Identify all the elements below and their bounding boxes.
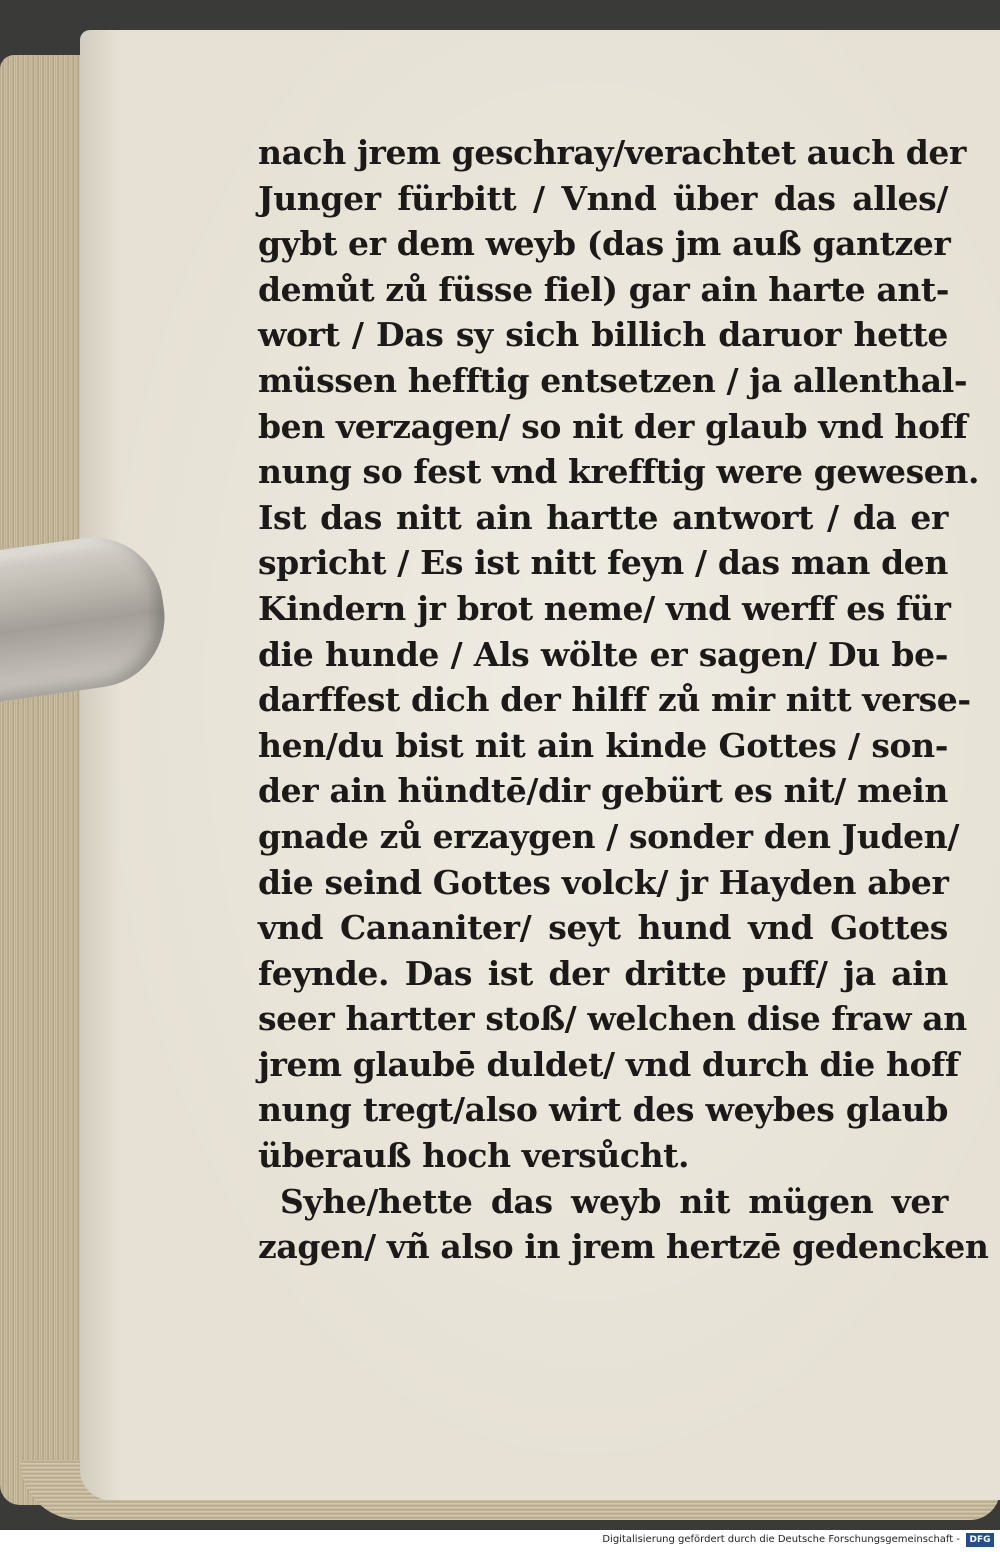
text-line: Kindern jr brot neme/ vnd werff es für [258,588,951,628]
text-line: hen/du bist nit ain kinde Gottes / son- [258,725,948,765]
text-line: die seind Gottes volck/ jr Hayden aber [258,862,949,902]
text-line: Junger fürbitt / Vnnd über das alles/ [258,178,948,218]
text-line: feynde. Das ist der dritte puff/ ja ain [258,953,948,993]
funding-notice: Digitalisierung gefördert durch die Deutsche Forschungsgemeinschaft - [602,1534,960,1545]
text-line: spricht / Es ist nitt feyn / das man den [258,543,948,583]
text-block [258,130,989,1270]
text-line: demůt zů füsse fiel) gar ain harte ant- [258,269,950,309]
text-line: müssen hefftig entsetzen / ja allenthal- [258,360,968,400]
text-line: der ain hündtē/dir gebürt es nit/ mein [258,771,948,811]
text-line: die hunde / Als wölte er sagen/ Du be- [258,634,948,674]
text-line: ben verzagen/ so nit der glaub vnd hoff [258,406,968,446]
dfg-logo: DFG [966,1533,994,1547]
text-line: jrem glaubē duldet/ vnd durch die hoff [258,1044,959,1084]
text-line: nung tregt/also wirt des weybes glaub [258,1090,948,1130]
text-line: gybt er dem weyb (das jm auß gantzer [258,224,951,264]
text-line: zagen/ vñ also in jrem hertzē gedencken [258,1227,989,1267]
text-line: nach jrem geschray/verachtet auch der [258,133,967,172]
text-line: darffest dich der hilff zů mir nitt verse- [258,680,971,720]
footer-bar [0,1530,1000,1552]
text-line: gnade zů erzaygen / sonder den Juden/ [258,816,960,856]
text-line: Syhe/hette das weyb nit mügen ver [280,1181,948,1221]
text-line: überauß hoch versůcht. [258,1136,690,1176]
text-line: vnd Cananiter/ seyt hund vnd Gottes [258,908,948,948]
text-line: Ist das nitt ain hartte antwort / da er [258,497,948,537]
text-line: wort / Das sy sich billich daruor hette [258,315,948,355]
text-line: nung so fest vnd krefftig were gewesen. [258,452,980,492]
text-line: seer hartter stoß/ welchen dise fraw an [258,999,967,1039]
